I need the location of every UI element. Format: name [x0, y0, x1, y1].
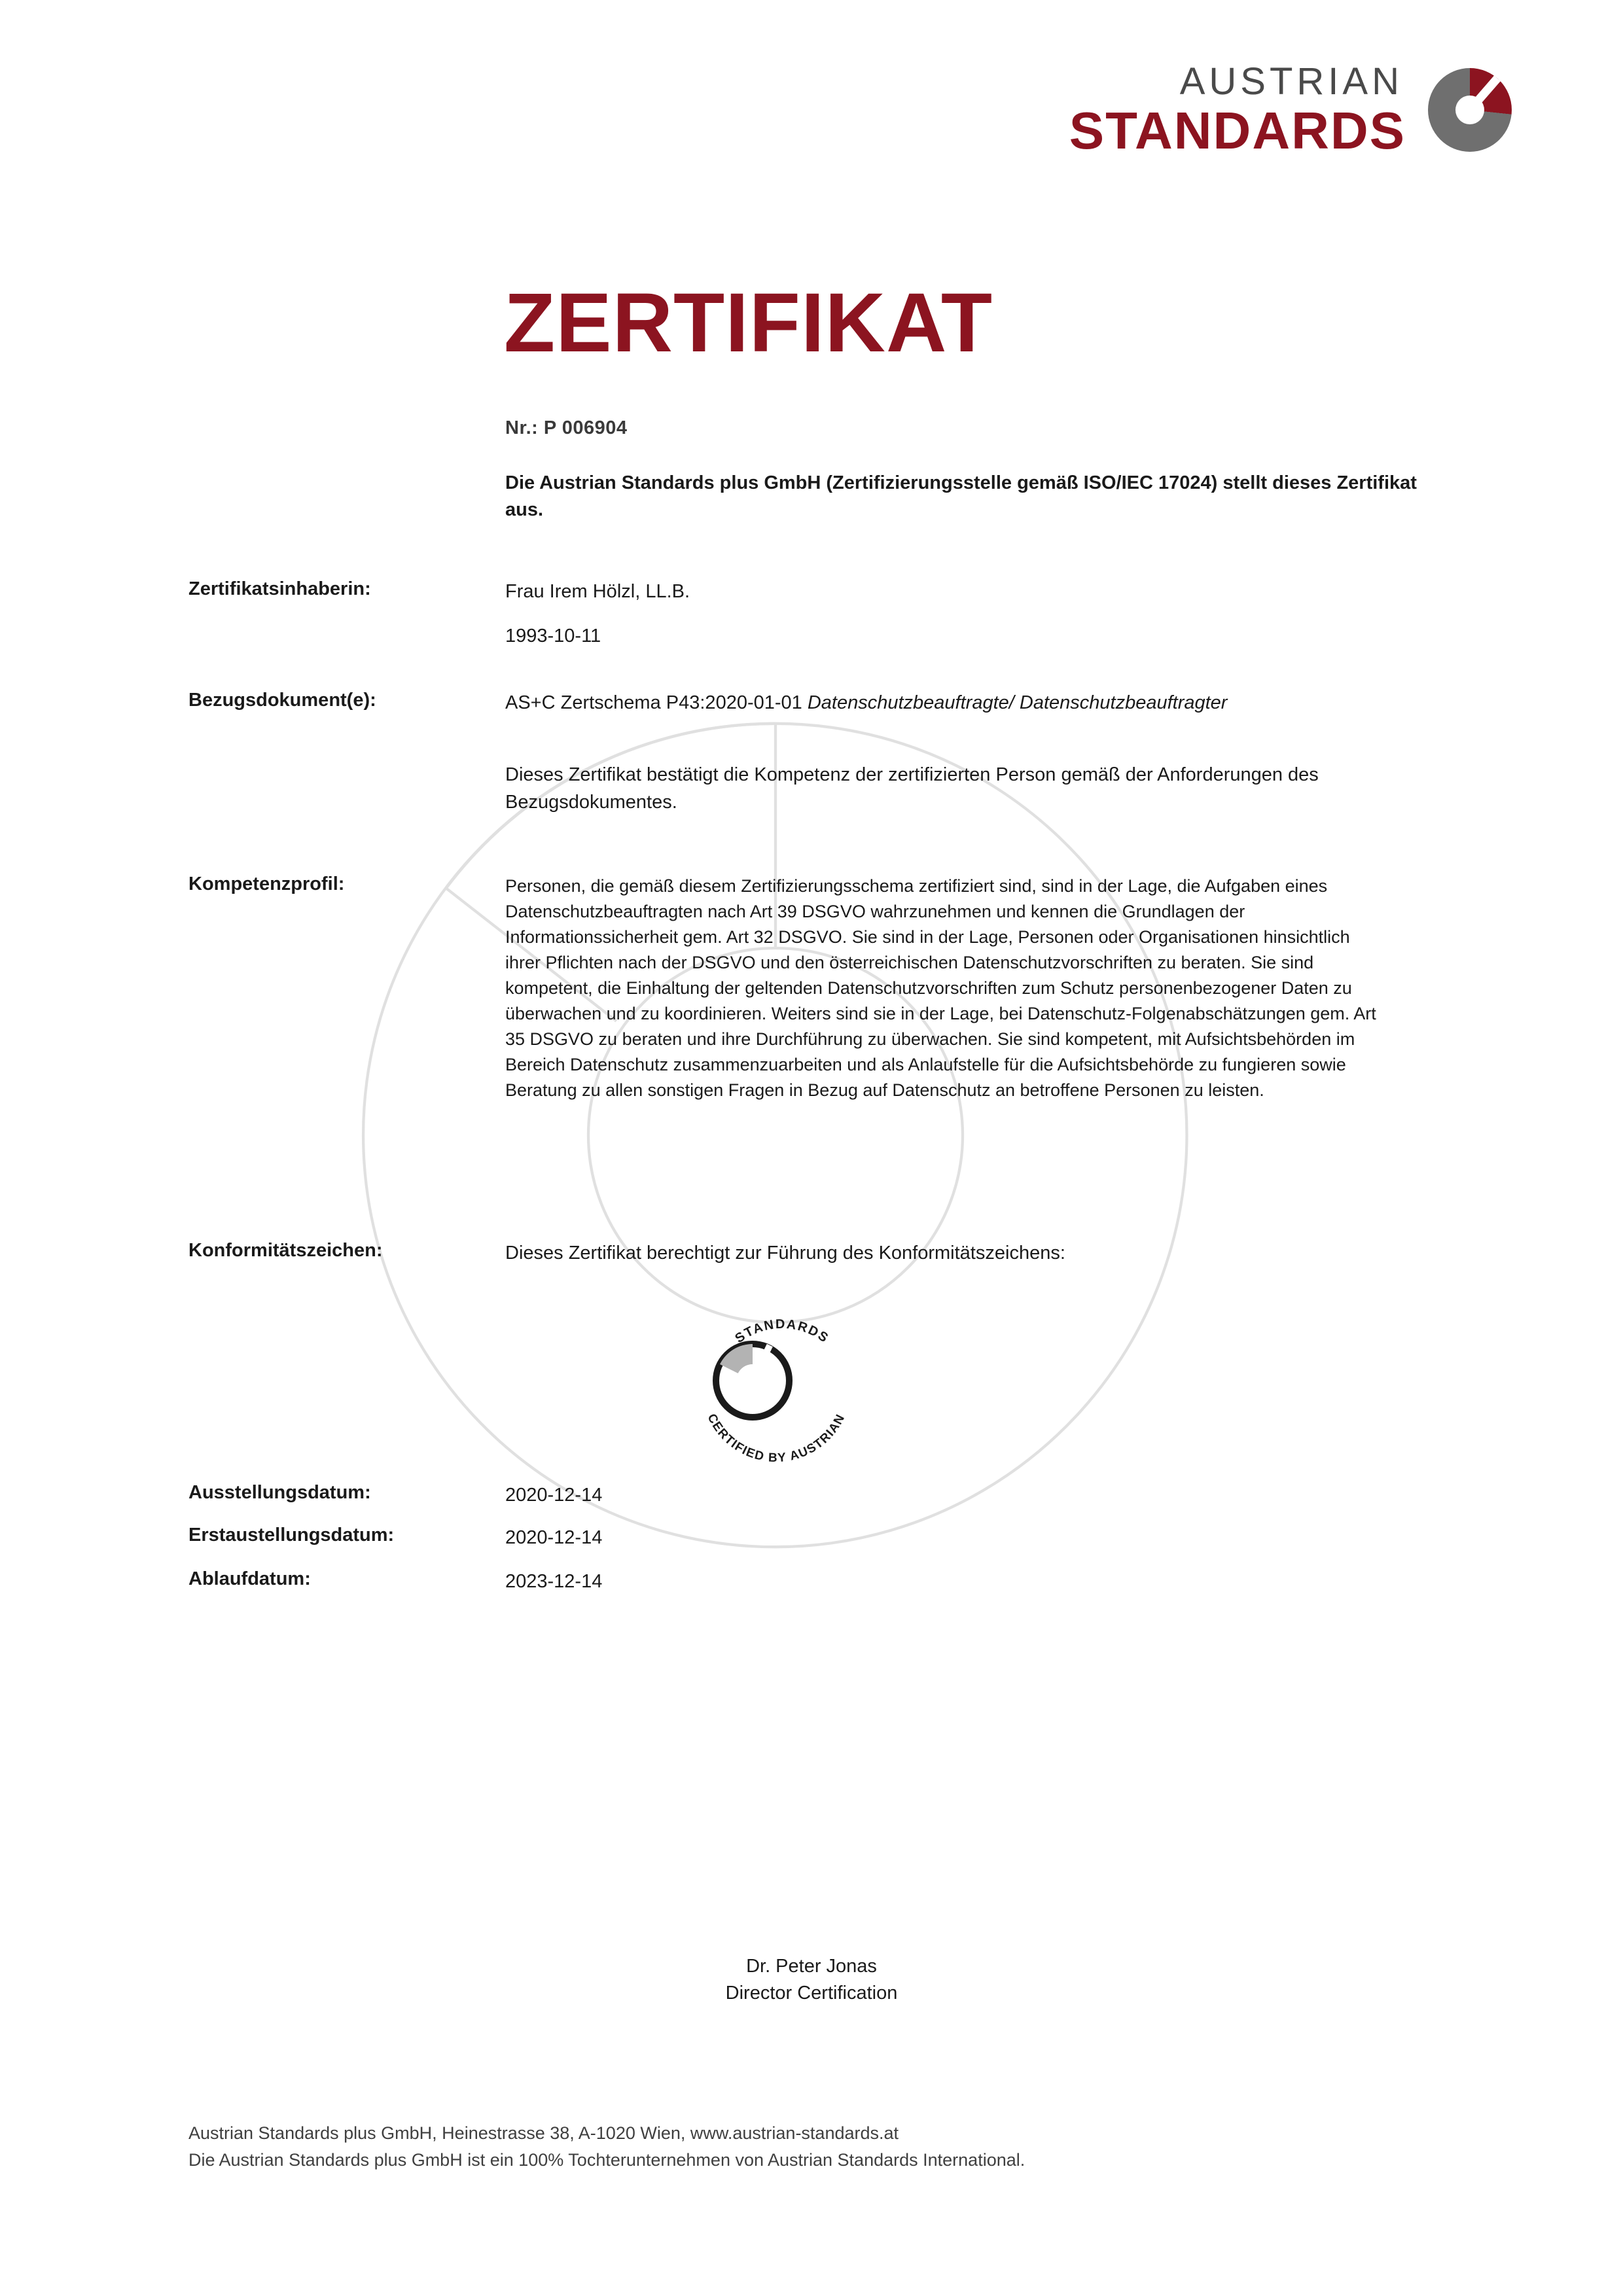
label-conformity-mark: Konformitätszeichen:	[188, 1240, 383, 1261]
value-reference-document-note: Dieses Zertifikat bestätigt die Kompetenz der zertifizierten Person gemäß der Anforderungen des Bezugsdokumentes.	[505, 764, 1319, 813]
logo-mark-icon	[1428, 68, 1512, 152]
value-conformity-mark: Dieses Zertifikat berechtigt zur Führung des Konformitätszeichens:	[505, 1243, 1065, 1263]
footer-line-address: Austrian Standards plus GmbH, Heinestrasse 38, A-1020 Wien, www.austrian-standards.at	[188, 2123, 899, 2143]
label-reference-document: Bezugsdokument(e):	[188, 690, 376, 711]
footer	[188, 2120, 1465, 2173]
label-expiry-date: Ablaufdatum:	[188, 1568, 311, 1589]
label-competence-profile: Kompetenzprofil:	[188, 874, 345, 894]
logo-text-austrian: AUSTRIAN	[1179, 60, 1403, 103]
logo-text-standards: STANDARDS	[1069, 101, 1406, 160]
signature-role: Director Certification	[725, 1983, 898, 2004]
value-competence-profile: Personen, die gemäß diesem Zertifizierungsschema zertifiziert sind, sind in der Lage, die Aufgaben eines Datenschutzbeauftragten nach Art 39 DSGVO wahrzunehmen und kennen die Grundlagen der Informationssicherheit gem. Art 32 DSGVO. Sie sind in der Lage, Personen oder Organisationen hinsichtlich ihrer Pflichten nach der DSGVO und den österreichischen Datenschutzvorschriften zu beraten. Sie sind kompetent, die Einhaltung der geltenden Datenschutzvorschriften zum Schutz personenbezogener Daten zu überwachen und zu koordinieren. Weiters sind sie in der Lage, bei Datenschutz-Folgenabschätzungen gem. Art 35 DSGVO zu beraten und ihre Durchführung zu überwachen. Sie sind kompetent, mit Aufsichtsbehörden im Bereich Datenschutz zusammenzuarbeiten und als Anlaufstelle für die Aufsichtsbehörde zu fungieren sowie Beratung zu allen sonstigen Fragen in Bezug auf Datenschutz an betroffene Personen zu leisten.	[505, 876, 1376, 1100]
signature-name: Dr. Peter Jonas	[746, 1956, 877, 1977]
value-reference-document	[505, 690, 1441, 717]
value-certificate-holder-birthdate: 1993-10-11	[505, 626, 601, 646]
page-title: ZERTIFIKAT	[504, 276, 993, 370]
svg-text:CERTIFIED BY AUSTRIAN: CERTIFIED BY AUSTRIAN	[704, 1411, 848, 1466]
value-reference-document-plain: AS+C Zertschema P43:2020-01-01	[505, 692, 808, 713]
value-reference-document-italic: Datenschutzbeauftragte/ Datenschutzbeauftragter	[807, 692, 1228, 713]
svg-text:STANDARDS: STANDARDS	[732, 1316, 832, 1347]
value-certificate-holder-name: Frau Irem Hölzl, LL.B.	[505, 581, 690, 602]
austrian-standards-logo	[1069, 60, 1512, 160]
label-certificate-holder: Zertifikatsinhaberin:	[188, 578, 371, 599]
footer-line-ownership: Die Austrian Standards plus GmbH ist ein 100% Tochterunternehmen von Austrian Standards International.	[188, 2149, 1026, 2170]
conformity-seal-icon	[654, 1282, 903, 1479]
signature-block	[0, 1953, 1623, 2007]
issuer-statement: Die Austrian Standards plus GmbH (Zertifizierungsstelle gemäß ISO/IEC 17024) stellt dieses Zertifikat aus.	[505, 472, 1417, 521]
certificate-number: Nr.: P 006904	[505, 417, 628, 438]
value-expiry-date: 2023-12-14	[505, 1571, 603, 1592]
label-first-issue-date: Erstaustellungsdatum:	[188, 1525, 395, 1545]
value-first-issue-date: 2020-12-14	[505, 1527, 603, 1548]
value-issue-date: 2020-12-14	[505, 1485, 603, 1506]
label-issue-date: Ausstellungsdatum:	[188, 1482, 371, 1503]
